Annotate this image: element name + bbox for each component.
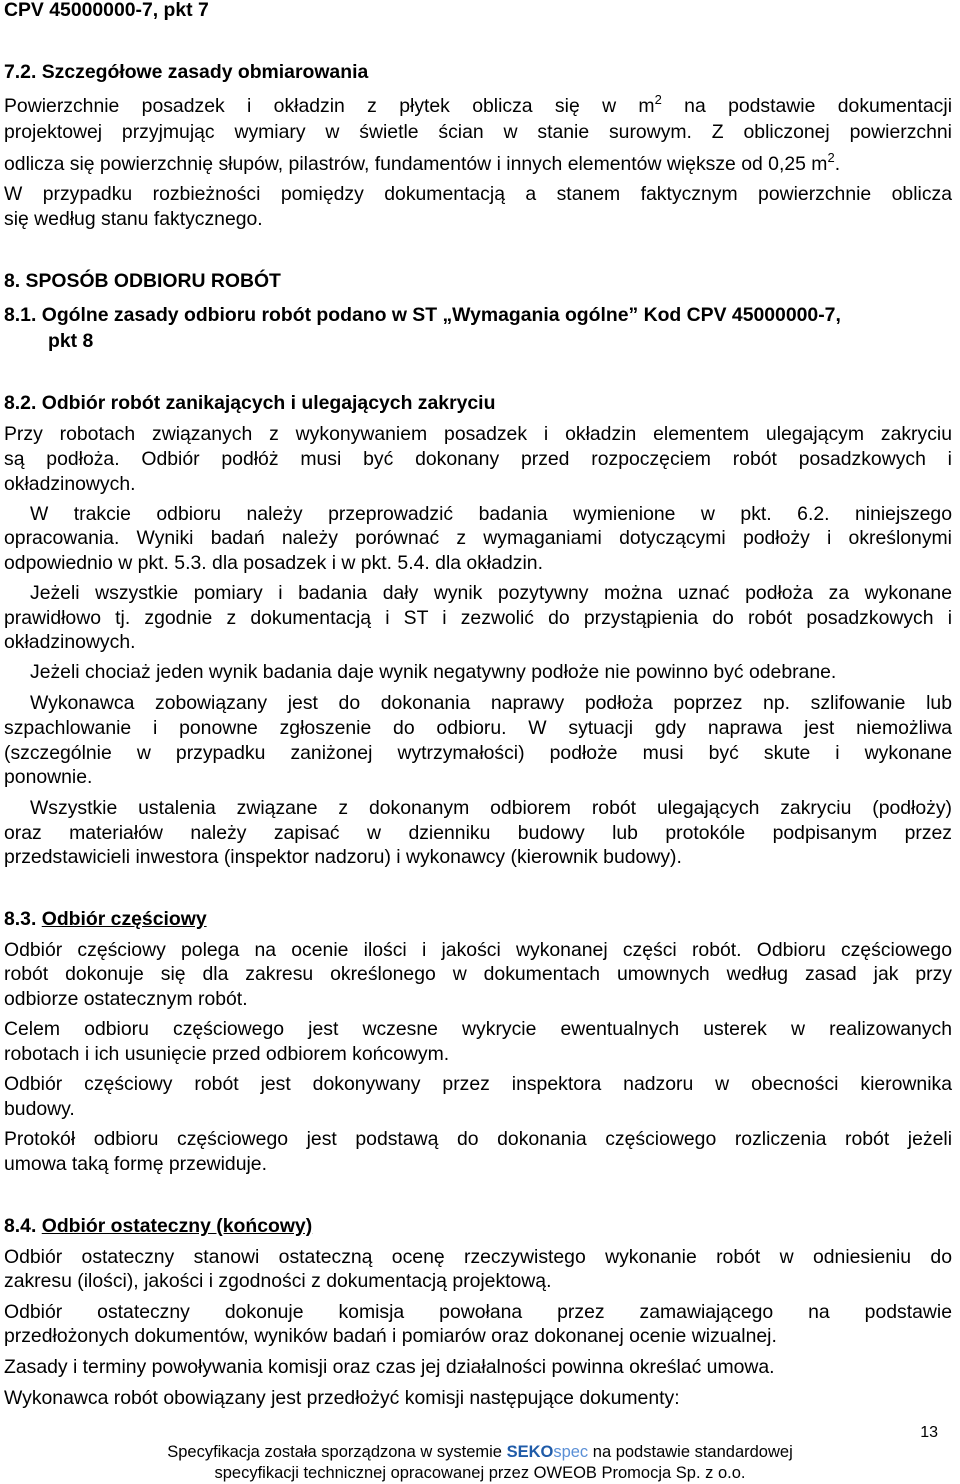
paragraph-line: Odbiór ostateczny dokonuje komisja powołana przez zamawiającego na podstawie — [4, 1301, 952, 1323]
section-8-title: 8. SPOSÓB ODBIORU ROBÓT — [4, 270, 281, 292]
paragraph-line: Jeżeli wszystkie pomiary i badania dały wynik pozytywny można uznać podłoża za wykonane — [30, 582, 952, 604]
paragraph-line: Wszystkie ustalenia związane z dokonanym odbiorem robót ulegających zakryciu (podłoży) — [30, 797, 952, 819]
paragraph-line: robót dokonuje się dla zakresu określonego w dokumentach umownych według zasad jak przy — [4, 963, 952, 985]
paragraph-line: przedstawicieli inwestora (inspektor nadzoru) i wykonawcy (kierownik budowy). — [4, 846, 682, 868]
paragraph-line: odlicza się powierzchnię słupów, pilastrów, fundamentów i innych elementów większe od 0,25 $m^2$. — [4, 150, 841, 175]
footer-line-2: specyfikacji technicznej opracowanej przez OWEOB Promocja Sp. z o.o. — [214, 1464, 746, 1482]
paragraph-line: umowa taką formę przewiduje. — [4, 1153, 267, 1175]
paragraph-line: Wykonawca robót obowiązany jest przedłożyć komisji następujące dokumenty: — [4, 1387, 680, 1409]
paragraph-line: szpachlowanie i ponowne zgłoszenie do odbioru. W sytuacji gdy naprawa jest niemożliwa — [4, 717, 952, 739]
paragraph-line: odpowiednio w pkt. 5.3. dla posadzek i w pkt. 5.4. dla okładzin. — [4, 552, 543, 574]
paragraph-line: Odbiór częściowy polega na ocenie ilości i jakości wykonanej części robót. Odbioru częściowego — [4, 939, 952, 961]
section-7-2-title: 7.2. Szczegółowe zasady obmiarowania — [4, 61, 369, 83]
paragraph-line: odbiorze ostatecznym robót. — [4, 988, 248, 1010]
paragraph-line: opracowania. Wyniki badań należy porównać z wymaganiami dotyczącymi podłoży i określonymi — [4, 527, 952, 549]
paragraph-line: zakresu (ilości), jakości i zgodności z dokumentacją projektową. — [4, 1270, 552, 1292]
paragraph-line: prawidłowo tj. zgodnie z dokumentacją i ST i zezwolić do przystąpienia do robót posadzkowych i — [4, 607, 952, 629]
page-number: 13 — [920, 1424, 938, 1441]
section-8-2-title: 8.2. Odbiór robót zanikających i ulegających zakryciu — [4, 392, 496, 414]
paragraph-line: W trakcie odbioru należy przeprowadzić badania wymienione w pkt. 6.2. niniejszego — [30, 503, 952, 525]
paragraph-line: (szczególnie w przypadku zaniżonej wytrzymałości) podłoże musi być skute i wykonane — [4, 742, 952, 764]
footer-line-1: Specyfikacja została sporządzona w systemie SEKOspec na podstawie standardowej — [167, 1443, 793, 1461]
paragraph-line: budowy. — [4, 1098, 75, 1120]
brand-logo-spec: spec — [553, 1443, 589, 1461]
section-8-4-title: 8.4. Odbiór ostateczny (końcowy) — [4, 1215, 313, 1237]
paragraph-line: Wykonawca zobowiązany jest do dokonania naprawy podłoża poprzez np. szlifowanie lub — [30, 692, 952, 714]
paragraph-line: się według stanu faktycznego. — [4, 208, 263, 230]
paragraph-line: Protokół odbioru częściowego jest podstawą do dokonania częściowego rozliczenia robót jeżeli — [4, 1128, 952, 1150]
header-line: CPV 45000000-7, pkt 7 — [4, 0, 209, 21]
paragraph-line: są podłoża. Odbiór podłóż musi być dokonany przed rozpoczęciem robót posadzkowych i — [4, 448, 952, 470]
paragraph-line: Zasady i terminy powoływania komisji oraz czas jej działalności powinna określać umowa. — [4, 1356, 775, 1378]
paragraph-line: przedłożonych dokumentów, wyników badań i pomiarów oraz dokonanej ocenie wizualnej. — [4, 1325, 777, 1347]
paragraph-line: Celem odbioru częściowego jest wczesne wykrycie ewentualnych usterek w realizowanych — [4, 1018, 952, 1040]
paragraph-line: Powierzchnie posadzek i okładzin z płytek oblicza się w $m^2$ na podstawie dokumentacji — [4, 92, 952, 117]
paragraph-line: Jeżeli chociaż jeden wynik badania daje wynik negatywny podłoże nie powinno być odebrane. — [30, 661, 837, 683]
brand-logo-seko: SEKO — [506, 1443, 554, 1461]
paragraph-line: W przypadku rozbieżności pomiędzy dokumentacją a stanem faktycznym powierzchnie oblicza — [4, 183, 952, 205]
section-8-1-title: 8.1. Ogólne zasady odbioru robót podano w ST „Wymagania ogólne” Kod CPV 45000000-7, — [4, 304, 841, 326]
paragraph-line: okładzinowych. — [4, 631, 136, 653]
section-8-3-title: 8.3. Odbiór częściowy — [4, 908, 207, 930]
section-8-1-title-cont: pkt 8 — [48, 330, 94, 352]
paragraph-line: ponownie. — [4, 766, 93, 788]
paragraph-line: projektowej przyjmując wymiary w świetle ścian w stanie surowym. Z obliczonej powierzchni — [4, 121, 952, 143]
paragraph-line: Przy robotach związanych z wykonywaniem posadzek i okładzin elementem ulegającym zakryciu — [4, 423, 952, 445]
paragraph-line: robotach i ich usunięcie przed odbiorem końcowym. — [4, 1043, 450, 1065]
paragraph-line: oraz materiałów należy zapisać w dzienniku budowy lub protokóle podpisanym przez — [4, 822, 952, 844]
paragraph-line: okładzinowych. — [4, 473, 136, 495]
paragraph-line: Odbiór częściowy robót jest dokonywany przez inspektora nadzoru w obecności kierownika — [4, 1073, 952, 1095]
paragraph-line: Odbiór ostateczny stanowi ostateczną ocenę rzeczywistego wykonanie robót w odniesieniu do — [4, 1246, 952, 1268]
